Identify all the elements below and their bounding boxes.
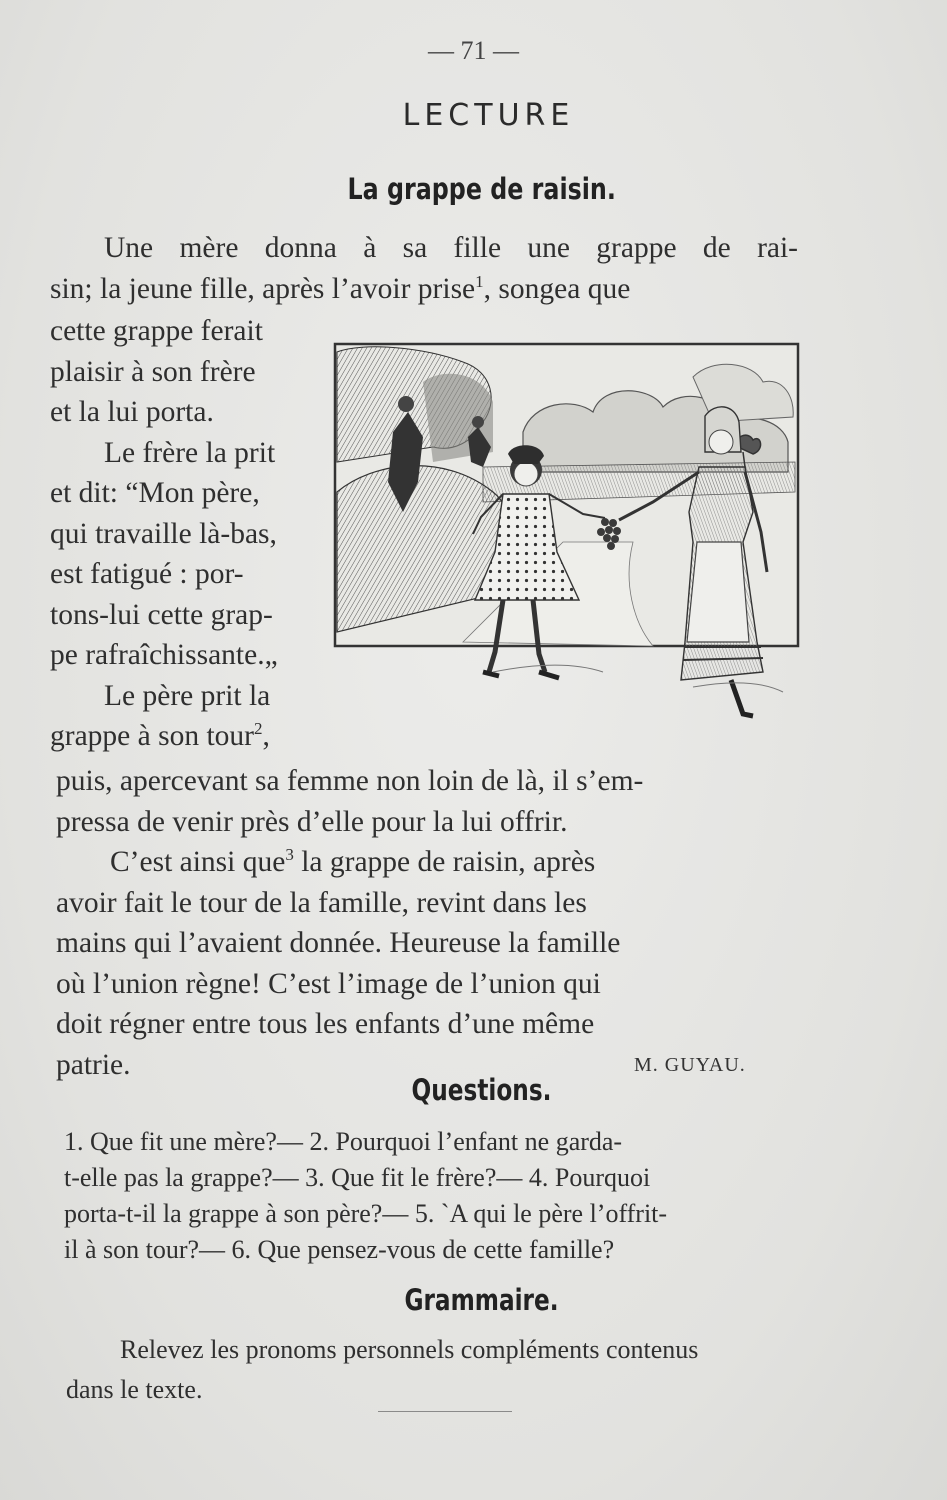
exercise-line: dans le texte. [66,1375,203,1404]
text-line: pe rafraîchissante.„ [50,639,278,671]
text-line: cette grappe ferait [50,315,263,347]
text-fragment: sin; la jeune fille, après l’avoir prise [50,272,476,305]
word: rai- [757,232,798,264]
word: sa [402,232,428,264]
text-fragment: , [262,720,270,752]
text-line: et la lui porta. [50,396,214,428]
word: une [527,232,570,264]
grammar-exercise [66,1330,818,1410]
author-signature: M. GUYAU. [634,1053,746,1076]
questions-heading: Questions. [411,1073,552,1107]
text-line: puis, apercevant sa femme non loin de là, il s’em- [56,765,644,797]
questions-list [64,1124,816,1268]
text-line: pressa de venir près d’elle pour la lui offrir. [56,805,568,838]
section-title: LECTURE [402,98,575,133]
text-line: est fatigué : por- [50,558,244,590]
text-line: doit régner entre tous les enfants d’une même [56,1008,595,1040]
text-line: qui travaille là-bas, [50,517,277,550]
exercise-line: Relevez les pronoms personnels compléments contenus [120,1335,699,1364]
word: donna [264,232,337,264]
footnote-marker: 1 [475,271,484,291]
text-fragment: la grappe de raisin, après [301,846,596,878]
question-line: il à son tour?— 6. Que pensez-vous de cette famille? [64,1235,615,1264]
grammar-heading: Grammaire. [404,1283,559,1317]
main-text-bottom [56,680,816,1085]
end-rule-divider [378,1411,512,1412]
footnote-marker: 2 [253,719,263,738]
text-line: où l’union règne! C’est l’image de l’union qui [56,967,601,1000]
word: mère [179,232,239,264]
footnote-marker: 3 [285,845,294,864]
text-fragment: , songea que [483,272,631,305]
word: fille [453,232,502,264]
paragraph-1-top [50,228,798,309]
text-line [50,269,798,310]
text-line: Le frère la prit [104,436,276,469]
engraving-illustration [333,342,800,725]
word: de [702,232,731,264]
text-line: avoir fait le tour de la famille, revint dans les [56,886,587,919]
page-number: — 71 — [428,36,519,65]
lesson-title: La grappe de raisin. [347,172,616,206]
text-fragment: patrie. [56,1048,131,1081]
text-fragment: C’est ainsi que [110,846,286,878]
word: grappe [596,232,677,264]
text-line: mains qui l’avaient donnée. Heureuse la famille [56,927,621,959]
text-line [50,228,798,269]
text-line: plaisir à son frère [50,355,256,388]
text-line: Le père prit la [104,679,271,712]
question-line: 1. Que fit une mère?— 2. Pourquoi l’enfant ne garda- [64,1127,623,1156]
question-line: porta-t-il la grappe à son père?— 5. `A qui le père l’offrit- [64,1199,668,1228]
word: à [363,232,377,264]
text-line: et dit: “Mon père, [50,477,260,509]
text-fragment: grappe à son tour [50,720,254,752]
word: Une [104,232,154,264]
text-line [56,842,816,883]
text-line: tons-lui cette grap- [50,598,273,631]
question-line: t-elle pas la grappe?— 3. Que fit le frère?— 4. Pourquoi [64,1163,651,1192]
